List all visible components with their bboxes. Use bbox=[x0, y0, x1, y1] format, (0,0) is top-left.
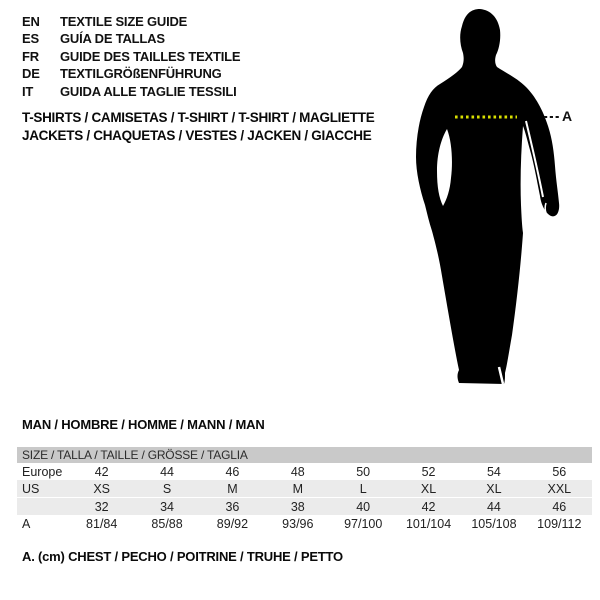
size-value-cell: 36 bbox=[225, 499, 240, 514]
size-value-cell: 97/100 bbox=[344, 516, 383, 531]
measurement-footnote: A. (cm) CHEST / PECHO / POITRINE / TRUHE / PETTO bbox=[22, 549, 343, 564]
language-row bbox=[22, 48, 240, 65]
man-silhouette-figure bbox=[405, 5, 575, 405]
language-label: GUÍA DE TALLAS bbox=[60, 31, 165, 47]
size-value-cell: XL bbox=[420, 481, 437, 496]
category-line-tshirts: T-SHIRTS / CAMISETAS / T-SHIRT / T-SHIRT / MAGLIETTE bbox=[22, 110, 375, 125]
size-value-cell: 93/96 bbox=[282, 516, 314, 531]
row-label-cell: A bbox=[22, 516, 31, 531]
row-label-cell: US bbox=[22, 481, 40, 496]
size-value-cell: 48 bbox=[290, 464, 305, 479]
size-value-cell: 32 bbox=[94, 499, 109, 514]
size-value-cell: 52 bbox=[421, 464, 436, 479]
language-row bbox=[22, 65, 240, 82]
size-value-cell: 85/88 bbox=[151, 516, 183, 531]
language-row bbox=[22, 13, 240, 30]
language-label: TEXTILGRÖßENFÜHRUNG bbox=[60, 66, 222, 82]
size-table-row-europe bbox=[17, 463, 592, 480]
size-value-cell: 101/104 bbox=[405, 516, 452, 531]
size-value-cell: 42 bbox=[94, 464, 109, 479]
size-value-cell: 42 bbox=[421, 499, 436, 514]
language-label: TEXTILE SIZE GUIDE bbox=[60, 14, 188, 29]
size-value-cell: 34 bbox=[160, 499, 175, 514]
measure-label-a: A bbox=[562, 108, 573, 124]
man-body-shape bbox=[416, 9, 559, 384]
size-value-cell: 40 bbox=[356, 499, 371, 514]
size-value-cell: L bbox=[359, 481, 367, 496]
hand-detail-line bbox=[545, 203, 546, 213]
size-value-cell: 81/84 bbox=[86, 516, 118, 531]
size-table-row-numeric bbox=[17, 497, 592, 515]
size-table-row-us bbox=[17, 480, 592, 497]
size-table bbox=[17, 447, 592, 532]
language-row bbox=[22, 83, 240, 100]
man-silhouette-svg bbox=[405, 5, 575, 405]
size-table-header: SIZE / TALLA / TAILLE / GRÖSSE / TAGLIA bbox=[17, 447, 592, 463]
language-code: IT bbox=[22, 83, 34, 99]
language-code: EN bbox=[22, 14, 40, 29]
size-value-cell: 109/112 bbox=[537, 516, 582, 531]
size-value-cell: 46 bbox=[225, 464, 240, 479]
row-label-cell: Europe bbox=[22, 464, 63, 479]
category-list bbox=[22, 109, 374, 145]
size-value-cell: 38 bbox=[290, 499, 305, 514]
size-value-cell: 46 bbox=[552, 499, 567, 514]
size-value-cell: XS bbox=[93, 481, 111, 496]
size-value-cell: 105/108 bbox=[471, 516, 517, 531]
language-code: FR bbox=[22, 48, 39, 64]
size-value-cell: 56 bbox=[552, 464, 567, 479]
size-value-cell: M bbox=[227, 481, 238, 496]
language-code: DE bbox=[22, 66, 40, 82]
language-label: GUIDA ALLE TAGLIE TESSILI bbox=[60, 83, 237, 99]
size-value-cell: 54 bbox=[486, 464, 501, 479]
language-label: GUIDE DES TAILLES TEXTILE bbox=[60, 48, 241, 64]
size-value-cell: XXL bbox=[547, 481, 572, 496]
size-value-cell: 44 bbox=[160, 464, 175, 479]
size-value-cell: 89/92 bbox=[216, 516, 249, 531]
language-list bbox=[22, 13, 240, 100]
size-table-row-chest-a bbox=[17, 515, 592, 532]
section-title-man: MAN / HOMBRE / HOMME / MANN / MAN bbox=[22, 417, 265, 432]
category-line-jackets: JACKETS / CHAQUETAS / VESTES / JACKEN / GIACCHE bbox=[22, 128, 372, 143]
size-value-cell: S bbox=[162, 481, 172, 496]
language-row bbox=[22, 30, 240, 47]
size-value-cell: 50 bbox=[356, 464, 371, 479]
size-value-cell: XL bbox=[486, 481, 502, 496]
language-code: ES bbox=[22, 31, 39, 47]
size-value-cell: M bbox=[292, 481, 304, 496]
size-value-cell: 44 bbox=[486, 499, 501, 514]
